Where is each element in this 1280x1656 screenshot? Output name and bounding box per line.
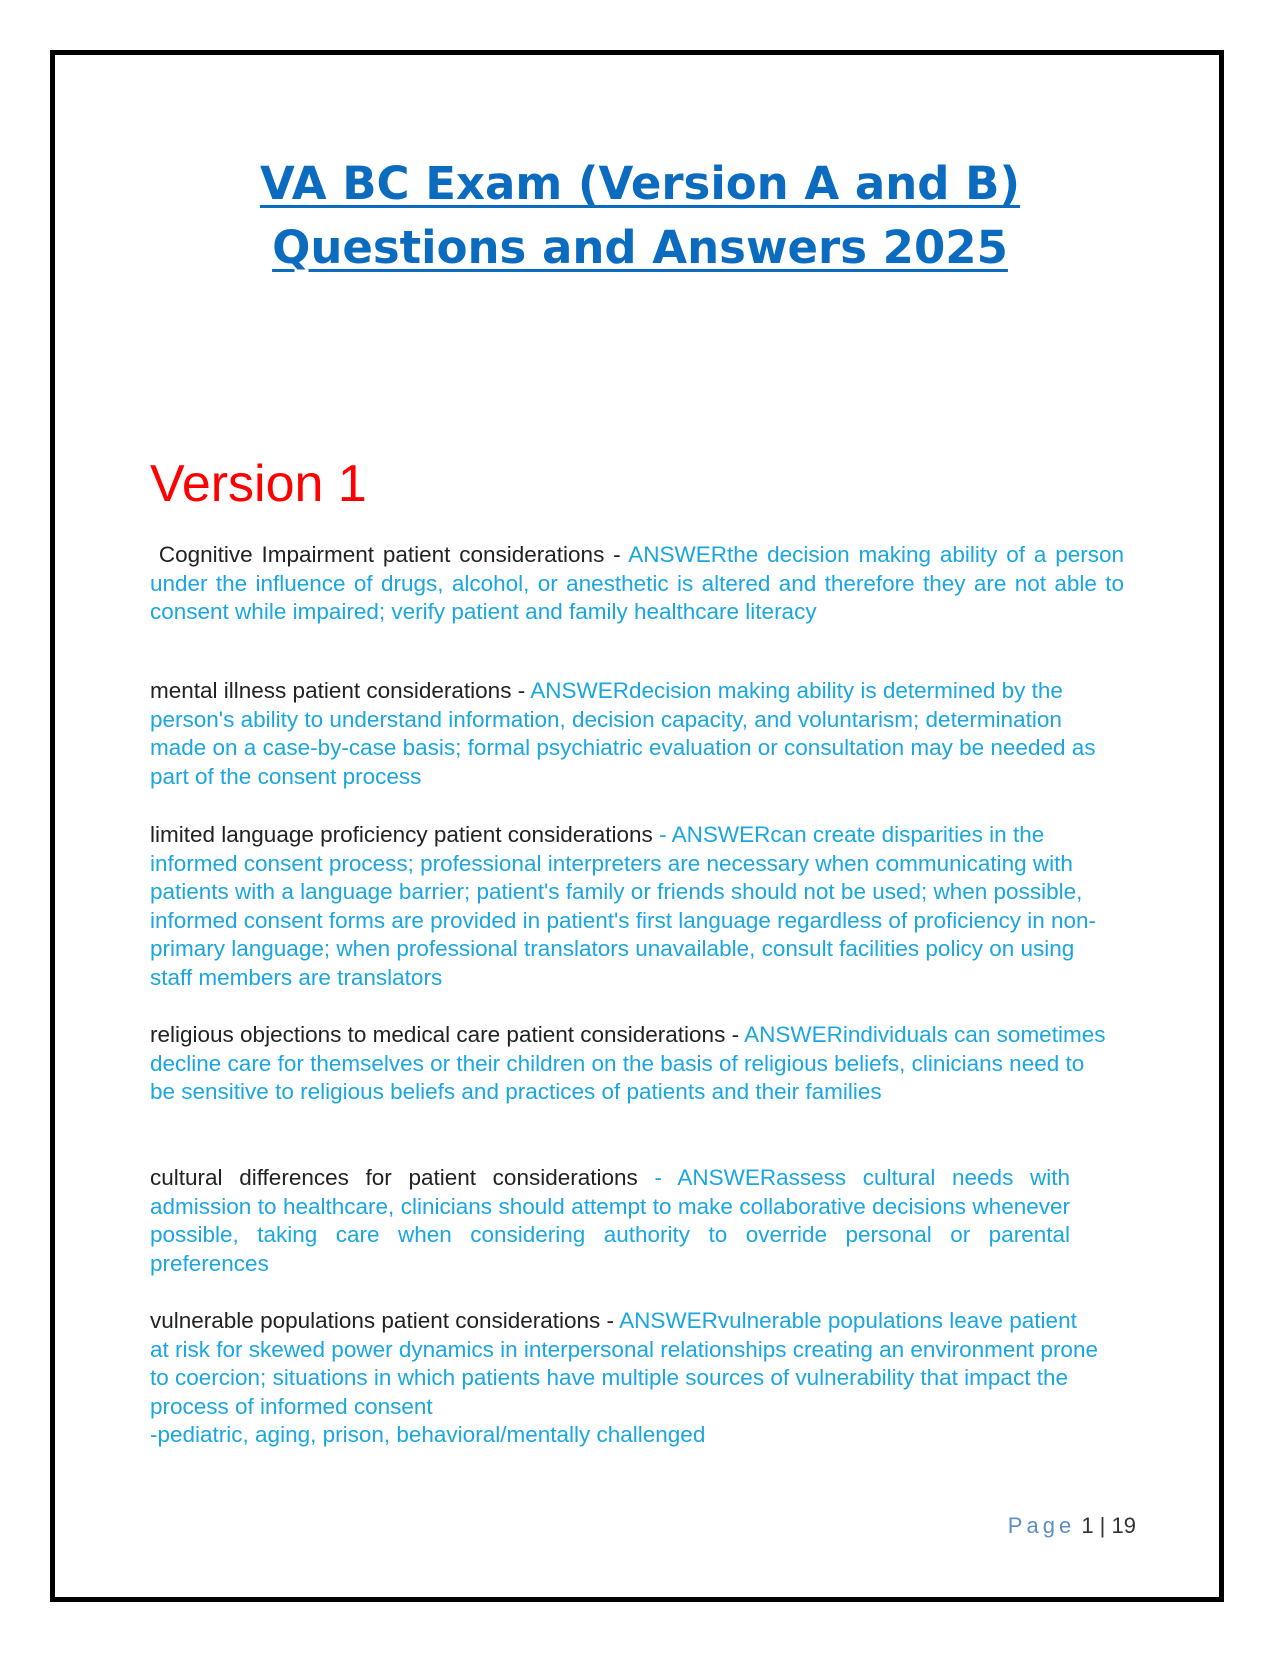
qa-answer: - ANSWERassess cultural needs with admission to healthcare, clinicians should attempt to make collaborative decisions whenever possible, taking care when considering authority to override personal or parental preferences — [150, 1165, 1070, 1276]
qa-question: religious objections to medical care patient considerations - — [150, 1022, 745, 1047]
version-heading: Version 1 — [150, 455, 367, 513]
qa-question: vulnerable populations patient considerations - — [150, 1308, 620, 1333]
page-separator: | — [1093, 1513, 1112, 1538]
qa-item-mental-illness — [150, 677, 1106, 791]
qa-item-limited-language — [150, 821, 1106, 992]
total-pages: 19 — [1111, 1513, 1136, 1538]
qa-answer-extra: -pediatric, aging, prison, behavioral/mentally challenged — [150, 1422, 706, 1447]
title-line-1: VA BC Exam (Version A and B) — [259, 157, 1021, 210]
qa-answer: ANSWERthe decision making ability of a person under the influence of drugs, alcohol, or anesthetic is altered and therefore they are not able to consent while impaired; verify patient and family healthcare literacy — [150, 542, 1124, 624]
page-number: 1 — [1081, 1513, 1094, 1538]
qa-question: cultural differences for patient considerations — [150, 1165, 655, 1190]
qa-answer: ANSWERindividuals can sometimes decline care for themselves or their children on the basis of religious beliefs, clinicians need to be sensitive to religious beliefs and practices of patients and their families — [150, 1022, 1106, 1104]
qa-answer: ANSWERvulnerable populations leave patient at risk for skewed power dynamics in interpersonal relationships creating an environment prone to coercion; situations in which patients have multiple sources of vulnerability that impact the process of informed consent — [150, 1308, 1098, 1419]
qa-question: limited language proficiency patient considerations — [150, 822, 660, 847]
document-title — [0, 152, 1280, 280]
qa-item-religious-objections — [150, 1021, 1110, 1107]
qa-item-vulnerable-populations — [150, 1307, 1100, 1450]
qa-answer: ANSWERdecision making ability is determined by the person's ability to understand information, decision capacity, and voluntarism; determination made on a case-by-case basis; formal psychiatric evaluation or consultation may be needed as part of the consent process — [150, 678, 1096, 789]
page-footer — [1008, 1512, 1136, 1540]
qa-question: mental illness patient considerations - — [150, 678, 531, 703]
qa-item-cognitive-impairment — [150, 541, 1124, 627]
page-label: Page — [1007, 1513, 1076, 1538]
qa-item-cultural-differences — [150, 1164, 1070, 1278]
qa-question: Cognitive Impairment patient considerations - — [150, 542, 629, 567]
qa-answer: - ANSWERcan create disparities in the informed consent process; professional interpreters are necessary when communicating with patients with a language barrier; patient's family or friends should not be used; when possible, informed consent forms are provided in patient's first language regardless of proficiency in non-primary language; when professional translators unavailable, consult facilities policy on using staff members are translators — [150, 822, 1097, 990]
title-line-2: Questions and Answers 2025 — [272, 221, 1008, 274]
